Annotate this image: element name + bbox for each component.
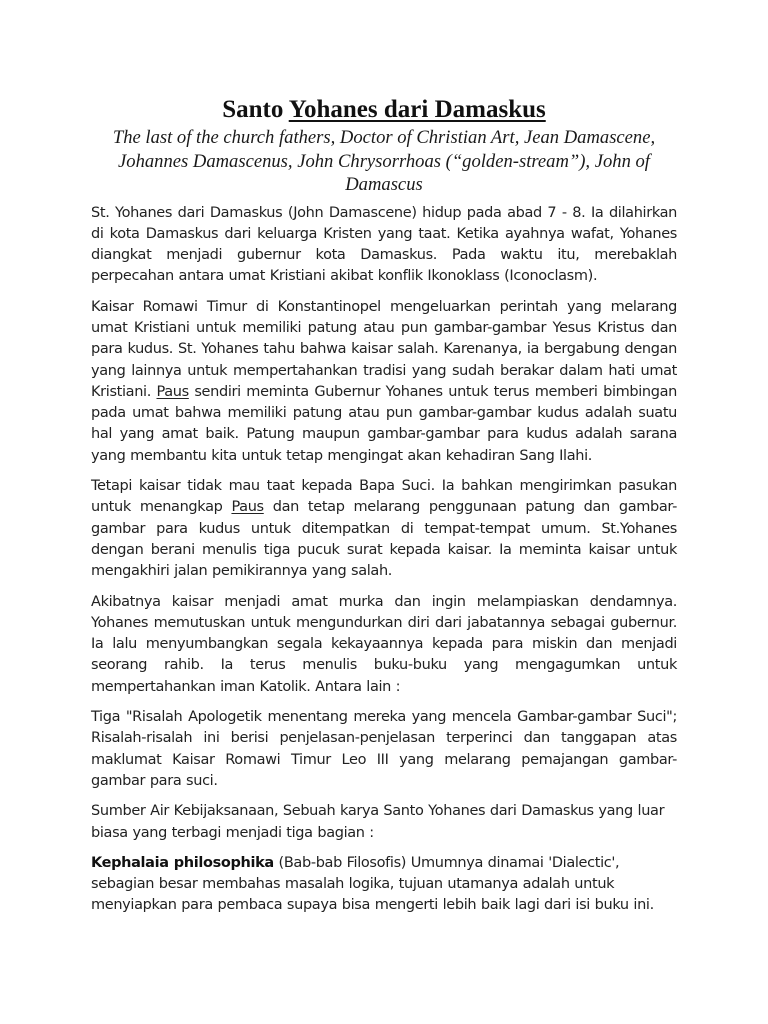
paus-link[interactable]: Paus xyxy=(156,383,189,400)
paragraph-6: Sumber Air Kebijaksanaan, Sebuah karya Santo Yohanes dari Damaskus yang luar biasa yang terbagi menjadi tiga bagian : xyxy=(91,803,665,841)
title-underlined: Yohanes dari Damaskus xyxy=(288,96,546,123)
paragraph-5: Tiga "Risalah Apologetik menentang mereka yang mencela Gambar-gambar Suci"; Risalah-risalah ini berisi penjelasan-penjelasan terperinci dan tanggapan atas maklumat Kaisar Romawi Timur Leo III yang melarang pemajangan gambar-gambar para suci. xyxy=(91,709,677,789)
paragraph-1: St. Yohanes dari Damaskus (John Damascene) hidup pada abad 7 - 8. Ia dilahirkan di kota Damaskus dari keluarga Kristen yang taat. Ketika ayahnya wafat, Yohanes diangkat menjadi gubernur kota Damaskus. Pada waktu itu, merebaklah perpecahan antara umat Kristiani akibat konflik Ikonoklass (Iconoclasm). xyxy=(91,204,677,285)
paragraph-3-text-before: Tetapi kaisar tidak mau taat kepada Bapa Suci. Ia bahkan mengirimkan pasukan untuk menangkap xyxy=(91,478,677,516)
title-prefix: Santo xyxy=(222,96,289,123)
paragraph-7 xyxy=(91,853,677,917)
paragraph-4: Akibatnya kaisar menjadi amat murka dan ingin melampiaskan dendamnya. Yohanes memutuskan untuk mengundurkan diri dari jabatannya sebagai gubernur. Ia lalu menyumbangkan segala kekayaannya kepada para miskin dan menjadi seorang rahib. Ia terus menulis buku-buku yang mengagumkan untuk mempertahankan iman Katolik. Antara lain : xyxy=(91,593,677,695)
paragraph-3-text-after: dan tetap melarang penggunaan patung dan gambar-gambar para kudus untuk ditempatkan di tempat-tempat umum. St.Yohanes dengan berani menulis tiga pucuk surat kepada kaisar. Ia meminta kaisar untuk mengakhiri jalan pemikirannya yang salah. xyxy=(91,499,677,580)
paragraph-7-text: (Bab-bab Filosofis) Umumnya dinamai 'Dialectic', sebagian besar membahas masalah logika, tujuan utamanya adalah untuk menyiapkan para pembaca supaya bisa mengerti lebih baik lagi dari isi buku ini. xyxy=(91,854,654,914)
paragraph-2-text-after: sendiri meminta Gubernur Yohanes untuk terus memberi bimbingan pada umat bahwa memiliki patung atau pun gambar-gambar kudus adalah suatu hal yang amat baik. Patung maupun gambar-gambar para kudus adalah sarana yang membantu kita untuk tetap mengingat akan kehadiran Sang Ilahi. xyxy=(91,383,677,464)
paragraph-2 xyxy=(91,297,677,467)
page-subtitle: The last of the church fathers, Doctor of Christian Art, Jean Damascene, Johannes Damascenus, John Chrysorrhoas (“golden-stream”), John of Damascus xyxy=(112,127,656,195)
paus-link-2[interactable]: Paus xyxy=(231,499,264,516)
document-page xyxy=(91,95,677,926)
paragraph-2-text-before: Kaisar Romawi Timur di Konstantinopel mengeluarkan perintah yang melarang umat Kristiani untuk memiliki patung atau pun gambar-gambar Yesus Kristus dan para kudus. St. Yohanes tahu bahwa kaisar salah. Karenanya, ia bergabung dengan yang lainnya untuk mempertahankan tradisi yang sudah berakar dalam hati umat Kristiani. xyxy=(91,298,677,400)
kephalaia-term: Kephalaia philosophika xyxy=(91,854,274,871)
page-title xyxy=(91,95,677,124)
paragraph-3 xyxy=(91,476,677,582)
